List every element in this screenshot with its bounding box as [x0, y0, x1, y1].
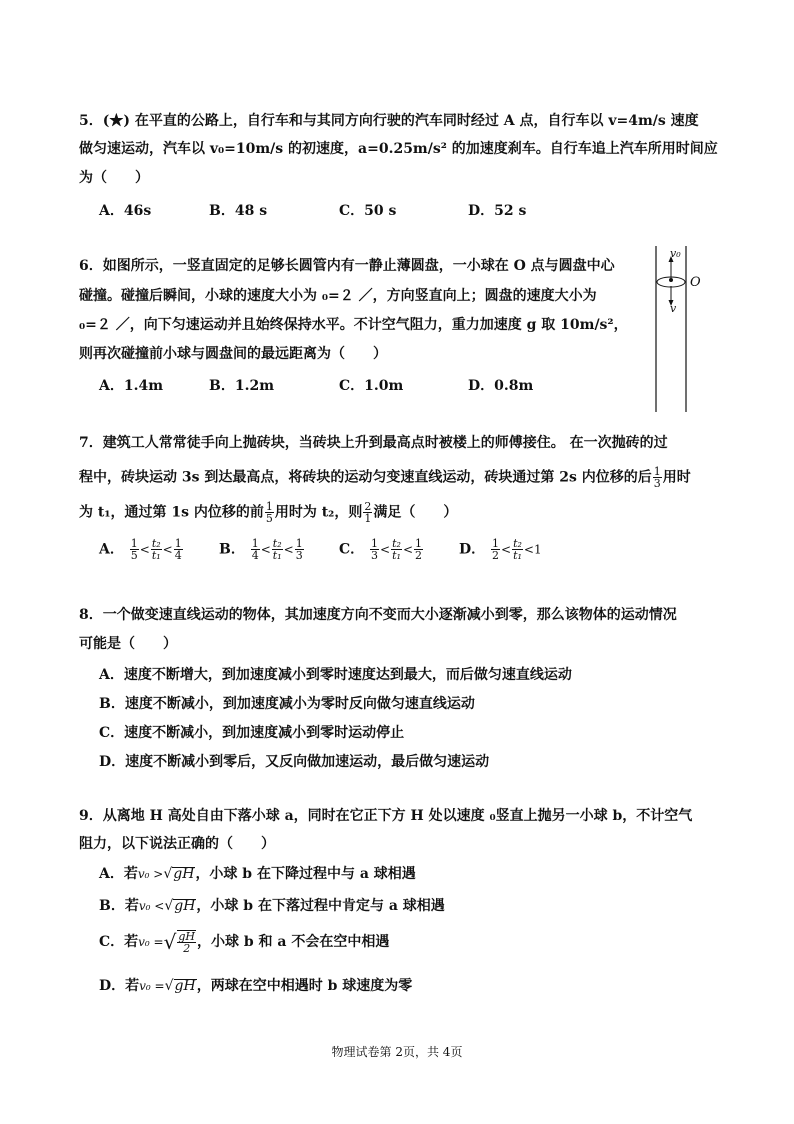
label-O: O — [690, 275, 701, 290]
frac-num: 2 — [364, 500, 372, 513]
option-label: C．若 — [99, 934, 139, 950]
q9-line2: 阻力，以下说法正确的（ ） — [79, 836, 275, 852]
label-v0: v₀ — [670, 247, 681, 260]
frac-t — [512, 538, 523, 561]
frac-t — [151, 538, 162, 561]
q8-option-a: A．速度不断增大，到加速度减小到零时速度达到最大，而后做匀速直线运动 — [99, 667, 572, 683]
option-label: B．若 — [99, 898, 139, 914]
option-rest: ，小球 b 和 a 不会在空中相遇 — [197, 934, 390, 950]
radicand-frac — [177, 930, 196, 954]
frac-den: 5 — [130, 549, 138, 562]
frac-t — [272, 538, 283, 561]
frac-t — [391, 538, 402, 561]
q7-line3-c: 满足（ ） — [373, 504, 458, 521]
lt: < — [501, 542, 512, 557]
q6-line3: ₀=２ ／，向下匀速运动并且始终保持水平。不计空气阻力，重力加速度 g 取 10m/s²， — [79, 317, 628, 333]
lt: < — [139, 542, 150, 557]
q7-option-b — [219, 538, 305, 561]
q8-option-d: D．速度不断减小到零后，又反向做加速运动，最后做匀速运动 — [99, 754, 490, 770]
frac-den: 5 — [265, 512, 273, 525]
frac-den: 2 — [183, 942, 191, 955]
q9-line1: 9．从离地 H 高处自由下落小球 a，同时在它正下方 H 处以速度 ₀竖直上抛另一小球 b，不计空气 — [79, 808, 693, 824]
q7-line3 — [79, 501, 457, 524]
frac-den: 4 — [251, 549, 259, 562]
q9-option-c: C．若v₀ =√ $\frac{gH}{2}$ ，小球 b 和 a 不会在空中相遇 — [99, 930, 390, 955]
frac-num: t₂ — [392, 537, 401, 550]
q7-line3-b: 用时为 t₂，则 — [274, 504, 363, 521]
option-rest: ，小球 b 在下落过程中肯定与 a 球相遇 — [196, 898, 445, 914]
q7-option-d — [459, 538, 542, 561]
option-label: A．若 — [99, 866, 138, 882]
q8-line1: 8．一个做变速直线运动的物体，其加速度方向不变而大小逐渐减小到零，那么该物体的运动情况 — [79, 607, 677, 623]
lt: < — [380, 542, 391, 557]
frac-one-third — [653, 466, 662, 489]
frac-num: t₂ — [272, 537, 282, 550]
q7-line1: 7．建筑工人常常徒手向上抛砖块，当砖块上升到最高点时被楼上的师傅接住。 在一次抛砖的过 — [79, 435, 668, 451]
label-v: v — [670, 302, 677, 315]
frac — [130, 538, 139, 561]
frac — [491, 538, 500, 561]
q6-line4: 则再次碰撞前小球与圆盘间的最远距离为（ ） — [79, 346, 387, 362]
q7-line3-a: 为 t₁，通过第 1s 内位移的前 — [79, 504, 264, 521]
condition: v₀ > — [137, 867, 164, 881]
q5-line1: 5．(★) 在平直的公路上，自行车和与其同方向行驶的汽车同时经过 A 点，自行车以 v=4m/s 速度 — [79, 113, 699, 129]
q7-line2-text: 程中，砖块运动 3s 到达最高点，将砖块的运动匀变速直线运动，砖块通过第 2s 内位移的后 — [79, 469, 652, 486]
frac-num: t₂ — [151, 537, 161, 550]
frac-num: 1 — [130, 537, 138, 550]
condition: v₀ = — [138, 935, 164, 949]
q9-option-d: D．若v₀ =√gH，两球在空中相遇时 b 球速度为零 — [99, 978, 413, 994]
frac-t2-t1 — [363, 501, 372, 524]
frac-den: t₁ — [272, 549, 282, 562]
q7-option-c — [339, 538, 424, 561]
frac — [174, 538, 183, 561]
q8-line2: 可能是（ ） — [79, 636, 177, 652]
lt: < — [260, 542, 271, 557]
q5-option-c: C．50 s — [339, 203, 397, 219]
option-rest: ，小球 b 在下降过程中与 a 球相遇 — [195, 866, 416, 882]
lt: < — [162, 542, 173, 557]
option-label: B． — [219, 541, 245, 558]
frac-num: gH — [178, 930, 196, 943]
radicand: gH — [173, 866, 195, 882]
frac-num: t₂ — [513, 537, 522, 550]
q9-option-a: A．若v₀ >√gH，小球 b 在下降过程中与 a 球相遇 — [99, 866, 416, 882]
frac-den: t₁ — [392, 549, 401, 562]
option-rest: ，两球在空中相遇时 b 球速度为零 — [196, 978, 413, 994]
frac-num: 1 — [295, 537, 303, 550]
q7-line2 — [79, 466, 691, 489]
lt: < — [523, 542, 534, 557]
frac-num: 1 — [492, 537, 500, 550]
frac — [295, 538, 304, 561]
frac-den: t₁ — [513, 549, 522, 562]
frac-den: 3 — [371, 549, 379, 562]
page-footer: 物理试卷第 2页，共 4页 — [331, 1045, 463, 1059]
frac-num: 1 — [653, 465, 661, 478]
frac-den: 3 — [653, 477, 661, 490]
option-label: A． — [99, 541, 124, 558]
q6-option-a: A．1.4m — [99, 378, 164, 394]
frac-num: 1 — [265, 500, 273, 513]
q6-option-c: C．1.0m — [339, 378, 404, 394]
q9-option-b: B．若v₀ <√gH，小球 b 在下落过程中肯定与 a 球相遇 — [99, 898, 445, 914]
one: 1 — [533, 542, 542, 557]
frac — [414, 538, 423, 561]
q6-option-b: B．1.2m — [209, 378, 275, 394]
radicand: gH — [174, 978, 196, 994]
frac-den: 1 — [364, 512, 372, 525]
q8-option-b: B．速度不断减小，到加速度减小为零时反向做匀速直线运动 — [99, 696, 475, 712]
frac-num: 1 — [251, 537, 259, 550]
q7-option-a — [99, 538, 184, 561]
q5-option-a: A．46s — [99, 203, 152, 219]
q7-line2-end: 用时 — [662, 469, 691, 486]
frac-num: 1 — [371, 537, 379, 550]
condition: v₀ < — [138, 899, 165, 913]
lt: < — [402, 542, 413, 557]
q6-option-d: D．0.8m — [468, 378, 534, 394]
frac-den: 3 — [295, 549, 303, 562]
frac-den: 2 — [492, 549, 500, 562]
frac-den: t₁ — [151, 549, 161, 562]
condition: v₀ = — [139, 979, 165, 993]
frac — [251, 538, 260, 561]
q6-line1: 6．如图所示，一竖直固定的足够长圆管内有一静止薄圆盘，一小球在 O 点与圆盘中心 — [79, 258, 615, 274]
q5-line2: 做匀速运动，汽车以 v₀=10m/s 的初速度，a=0.25m/s² 的加速度刹车。自行车追上汽车所用时间应 — [79, 141, 718, 157]
frac-den: 4 — [174, 549, 182, 562]
option-label: D． — [459, 541, 486, 558]
frac-den: 2 — [415, 549, 422, 562]
q5-option-d: D．52 s — [468, 203, 527, 219]
lt: < — [283, 542, 294, 557]
option-label: D．若 — [99, 978, 140, 994]
radicand: gH — [174, 898, 196, 914]
tube-disk-figure — [648, 246, 708, 412]
frac — [370, 538, 379, 561]
frac-one-fifth — [265, 501, 274, 524]
frac-num: 1 — [174, 537, 182, 550]
q6-line2: 碰撞。碰撞后瞬间，小球的速度大小为 ₀=２ ／，方向竖直向上；圆盘的速度大小为 — [79, 288, 597, 304]
frac-num: 1 — [415, 537, 422, 550]
q5-option-b: B．48 s — [209, 203, 268, 219]
option-label: C． — [339, 541, 365, 558]
q5-line3: 为（ ） — [79, 170, 149, 186]
q8-option-c: C．速度不断减小，到加速度减小到零时运动停止 — [99, 725, 405, 741]
